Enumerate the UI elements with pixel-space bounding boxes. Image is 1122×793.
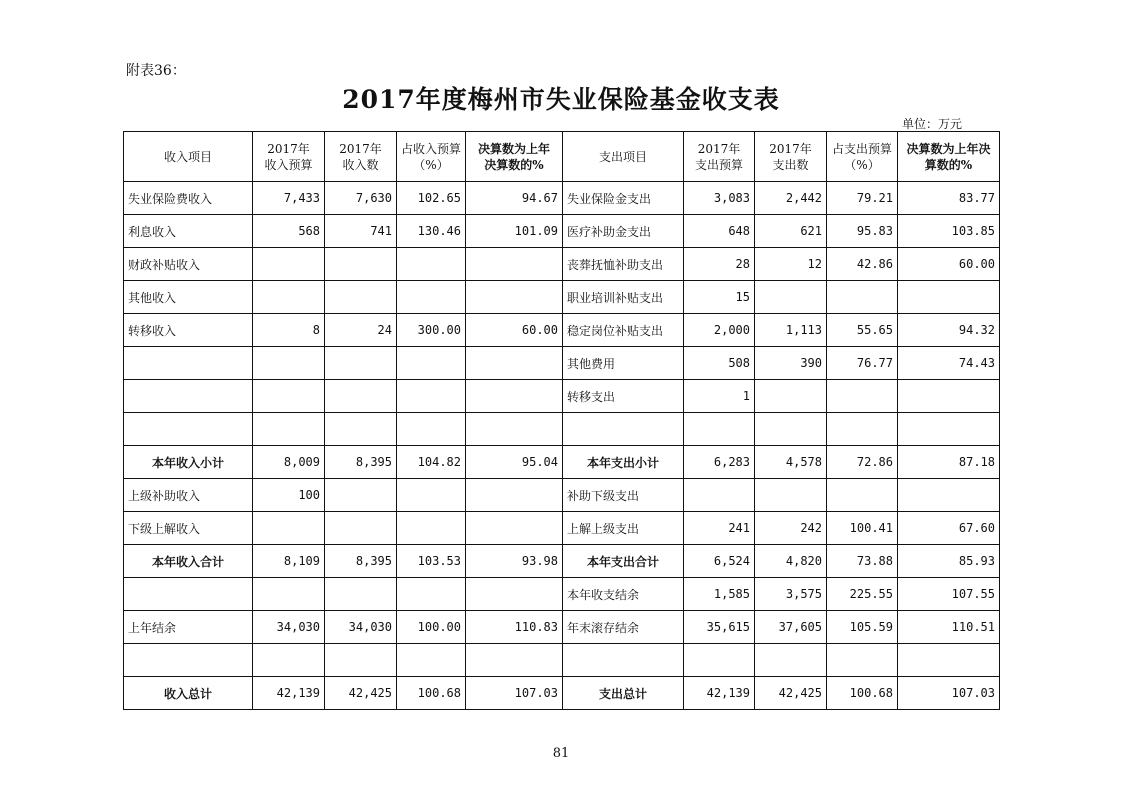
table-row (124, 512, 1000, 545)
income-item-cell (124, 347, 253, 380)
expense-item-cell: 失业保险金支出 (563, 182, 684, 215)
income-item-cell: 上级补助收入 (124, 479, 253, 512)
income-budget-cell: 42,139 (253, 677, 325, 710)
expense-budget-cell: 28 (684, 248, 755, 281)
income-actual-cell: 7,630 (325, 182, 397, 215)
income-budget-cell: 34,030 (253, 611, 325, 644)
income-budget-cell (253, 347, 325, 380)
income-budget-cell: 8 (253, 314, 325, 347)
income-item-cell: 转移收入 (124, 314, 253, 347)
unit-label: 单位：万元 (902, 117, 963, 131)
table-row (124, 479, 1000, 512)
income-item-cell (124, 413, 253, 446)
expense-budget-cell (684, 413, 755, 446)
income-ratio-cell (397, 479, 466, 512)
table-row (124, 314, 1000, 347)
income-vs-last-cell: 95.04 (466, 446, 563, 479)
expense-budget-cell: 6,524 (684, 545, 755, 578)
header-row (124, 132, 1000, 182)
income-ratio-cell (397, 248, 466, 281)
expense-item-cell: 补助下级支出 (563, 479, 684, 512)
expense-ratio-cell: 95.83 (827, 215, 898, 248)
expense-ratio-cell (827, 413, 898, 446)
expense-vs-last-cell (898, 479, 1000, 512)
expense-budget-cell: 6,283 (684, 446, 755, 479)
expense-budget-cell (684, 479, 755, 512)
expense-item-cell: 稳定岗位补贴支出 (563, 314, 684, 347)
table-row (124, 281, 1000, 314)
table-row (124, 347, 1000, 380)
expense-actual-cell: 621 (755, 215, 827, 248)
income-budget-cell (253, 578, 325, 611)
income-ratio-cell (397, 644, 466, 677)
expense-item-cell: 本年支出合计 (563, 545, 684, 578)
income-actual-cell (325, 512, 397, 545)
income-item-cell (124, 380, 253, 413)
expense-budget-cell: 241 (684, 512, 755, 545)
income-budget-cell (253, 644, 325, 677)
expense-item-cell: 年末滚存结余 (563, 611, 684, 644)
expense-actual-cell: 4,820 (755, 545, 827, 578)
expense-item-cell: 本年收支结余 (563, 578, 684, 611)
income-item-cell: 上年结余 (124, 611, 253, 644)
income-item-cell: 本年收入合计 (124, 545, 253, 578)
income-vs-last-cell (466, 479, 563, 512)
table-row (124, 215, 1000, 248)
expense-vs-last-cell: 107.55 (898, 578, 1000, 611)
income-actual-cell (325, 347, 397, 380)
attachment-label: 附表36： (126, 63, 186, 79)
expense-ratio-cell: 55.65 (827, 314, 898, 347)
income-vs-last-cell (466, 644, 563, 677)
income-actual-cell (325, 281, 397, 314)
income-ratio-cell (397, 413, 466, 446)
expense-actual-cell: 242 (755, 512, 827, 545)
header-expense-vs-last: 决算数为上年决 算数的% (898, 132, 1000, 182)
income-actual-cell (325, 380, 397, 413)
header-income-budget: 2017年 收入预算 (253, 132, 325, 182)
expense-vs-last-cell: 67.60 (898, 512, 1000, 545)
header-income-ratio: 占收入预算 （%） (397, 132, 466, 182)
expense-actual-cell: 3,575 (755, 578, 827, 611)
income-vs-last-cell (466, 578, 563, 611)
income-vs-last-cell: 93.98 (466, 545, 563, 578)
income-item-cell: 收入总计 (124, 677, 253, 710)
expense-vs-last-cell: 85.93 (898, 545, 1000, 578)
table-row (124, 611, 1000, 644)
expense-actual-cell (755, 644, 827, 677)
income-vs-last-cell: 101.09 (466, 215, 563, 248)
income-item-cell: 其他收入 (124, 281, 253, 314)
header-expense-item: 支出项目 (563, 132, 684, 182)
income-ratio-cell (397, 380, 466, 413)
page-number: 81 (552, 746, 570, 761)
income-actual-cell: 741 (325, 215, 397, 248)
expense-actual-cell: 1,113 (755, 314, 827, 347)
income-ratio-cell (397, 347, 466, 380)
income-ratio-cell (397, 281, 466, 314)
expense-actual-cell: 2,442 (755, 182, 827, 215)
table-row (124, 545, 1000, 578)
income-item-cell: 财政补贴收入 (124, 248, 253, 281)
income-actual-cell: 42,425 (325, 677, 397, 710)
expense-vs-last-cell: 74.43 (898, 347, 1000, 380)
income-vs-last-cell (466, 248, 563, 281)
expense-budget-cell: 3,083 (684, 182, 755, 215)
income-vs-last-cell (466, 413, 563, 446)
expense-vs-last-cell: 83.77 (898, 182, 1000, 215)
expense-vs-last-cell: 103.85 (898, 215, 1000, 248)
expense-vs-last-cell: 110.51 (898, 611, 1000, 644)
expense-item-cell (563, 413, 684, 446)
income-actual-cell (325, 413, 397, 446)
income-budget-cell (253, 248, 325, 281)
header-expense-ratio: 占支出预算 （%） (827, 132, 898, 182)
table-row (124, 446, 1000, 479)
expense-actual-cell: 42,425 (755, 677, 827, 710)
income-vs-last-cell (466, 347, 563, 380)
table-row (124, 380, 1000, 413)
income-ratio-cell: 130.46 (397, 215, 466, 248)
page-title: 2017年度梅州市失业保险基金收支表 (342, 85, 780, 114)
income-budget-cell: 8,109 (253, 545, 325, 578)
income-actual-cell: 8,395 (325, 446, 397, 479)
income-vs-last-cell: 94.67 (466, 182, 563, 215)
income-item-cell (124, 578, 253, 611)
expense-item-cell: 转移支出 (563, 380, 684, 413)
expense-budget-cell (684, 644, 755, 677)
income-actual-cell: 24 (325, 314, 397, 347)
income-ratio-cell (397, 578, 466, 611)
header-income-vs-last: 决算数为上年 决算数的% (466, 132, 563, 182)
income-actual-cell: 8,395 (325, 545, 397, 578)
expense-ratio-cell (827, 644, 898, 677)
income-vs-last-cell (466, 512, 563, 545)
expense-actual-cell: 4,578 (755, 446, 827, 479)
expense-vs-last-cell: 94.32 (898, 314, 1000, 347)
income-item-cell: 下级上解收入 (124, 512, 253, 545)
expense-budget-cell: 42,139 (684, 677, 755, 710)
expense-actual-cell (755, 479, 827, 512)
expense-budget-cell: 508 (684, 347, 755, 380)
income-actual-cell (325, 578, 397, 611)
income-ratio-cell: 100.00 (397, 611, 466, 644)
expense-ratio-cell (827, 479, 898, 512)
expense-ratio-cell: 76.77 (827, 347, 898, 380)
table-row (124, 677, 1000, 710)
table-row (124, 248, 1000, 281)
income-budget-cell (253, 380, 325, 413)
expense-ratio-cell (827, 281, 898, 314)
income-ratio-cell: 100.68 (397, 677, 466, 710)
income-item-cell: 失业保险费收入 (124, 182, 253, 215)
income-item-cell: 本年收入小计 (124, 446, 253, 479)
expense-ratio-cell: 225.55 (827, 578, 898, 611)
expense-budget-cell: 1 (684, 380, 755, 413)
expense-budget-cell: 2,000 (684, 314, 755, 347)
header-income-item: 收入项目 (124, 132, 253, 182)
income-vs-last-cell (466, 281, 563, 314)
expense-vs-last-cell (898, 413, 1000, 446)
expense-ratio-cell: 105.59 (827, 611, 898, 644)
expense-actual-cell (755, 380, 827, 413)
expense-item-cell: 医疗补助金支出 (563, 215, 684, 248)
expense-vs-last-cell: 60.00 (898, 248, 1000, 281)
income-ratio-cell: 102.65 (397, 182, 466, 215)
income-budget-cell (253, 512, 325, 545)
income-vs-last-cell: 107.03 (466, 677, 563, 710)
header-expense-budget: 2017年 支出预算 (684, 132, 755, 182)
income-budget-cell: 7,433 (253, 182, 325, 215)
expense-item-cell: 其他费用 (563, 347, 684, 380)
expense-item-cell: 支出总计 (563, 677, 684, 710)
expense-actual-cell (755, 413, 827, 446)
income-vs-last-cell (466, 380, 563, 413)
expense-budget-cell: 1,585 (684, 578, 755, 611)
expense-item-cell: 本年支出小计 (563, 446, 684, 479)
expense-ratio-cell: 72.86 (827, 446, 898, 479)
income-ratio-cell: 300.00 (397, 314, 466, 347)
header-income-actual: 2017年 收入数 (325, 132, 397, 182)
expense-ratio-cell (827, 380, 898, 413)
table-row (124, 578, 1000, 611)
expense-vs-last-cell (898, 281, 1000, 314)
table-row (124, 182, 1000, 215)
expense-budget-cell: 15 (684, 281, 755, 314)
expense-item-cell: 丧葬抚恤补助支出 (563, 248, 684, 281)
expense-ratio-cell: 79.21 (827, 182, 898, 215)
expense-ratio-cell: 42.86 (827, 248, 898, 281)
income-budget-cell: 8,009 (253, 446, 325, 479)
expense-budget-cell: 35,615 (684, 611, 755, 644)
header-expense-actual: 2017年 支出数 (755, 132, 827, 182)
expense-actual-cell: 37,605 (755, 611, 827, 644)
expense-item-cell (563, 644, 684, 677)
income-vs-last-cell: 110.83 (466, 611, 563, 644)
expense-ratio-cell: 100.68 (827, 677, 898, 710)
table-body (124, 132, 1000, 710)
table-row (124, 413, 1000, 446)
table-row (124, 644, 1000, 677)
fund-table (123, 131, 1000, 710)
income-ratio-cell (397, 512, 466, 545)
income-budget-cell: 568 (253, 215, 325, 248)
income-actual-cell (325, 644, 397, 677)
income-actual-cell: 34,030 (325, 611, 397, 644)
expense-actual-cell: 12 (755, 248, 827, 281)
income-budget-cell (253, 281, 325, 314)
income-ratio-cell: 104.82 (397, 446, 466, 479)
expense-ratio-cell: 73.88 (827, 545, 898, 578)
expense-actual-cell (755, 281, 827, 314)
income-budget-cell (253, 413, 325, 446)
expense-vs-last-cell: 107.03 (898, 677, 1000, 710)
expense-ratio-cell: 100.41 (827, 512, 898, 545)
income-actual-cell (325, 479, 397, 512)
income-item-cell: 利息收入 (124, 215, 253, 248)
expense-vs-last-cell: 87.18 (898, 446, 1000, 479)
income-vs-last-cell: 60.00 (466, 314, 563, 347)
income-budget-cell: 100 (253, 479, 325, 512)
expense-item-cell: 职业培训补贴支出 (563, 281, 684, 314)
income-actual-cell (325, 248, 397, 281)
expense-vs-last-cell (898, 380, 1000, 413)
expense-vs-last-cell (898, 644, 1000, 677)
expense-item-cell: 上解上级支出 (563, 512, 684, 545)
expense-actual-cell: 390 (755, 347, 827, 380)
expense-budget-cell: 648 (684, 215, 755, 248)
income-item-cell (124, 644, 253, 677)
income-ratio-cell: 103.53 (397, 545, 466, 578)
